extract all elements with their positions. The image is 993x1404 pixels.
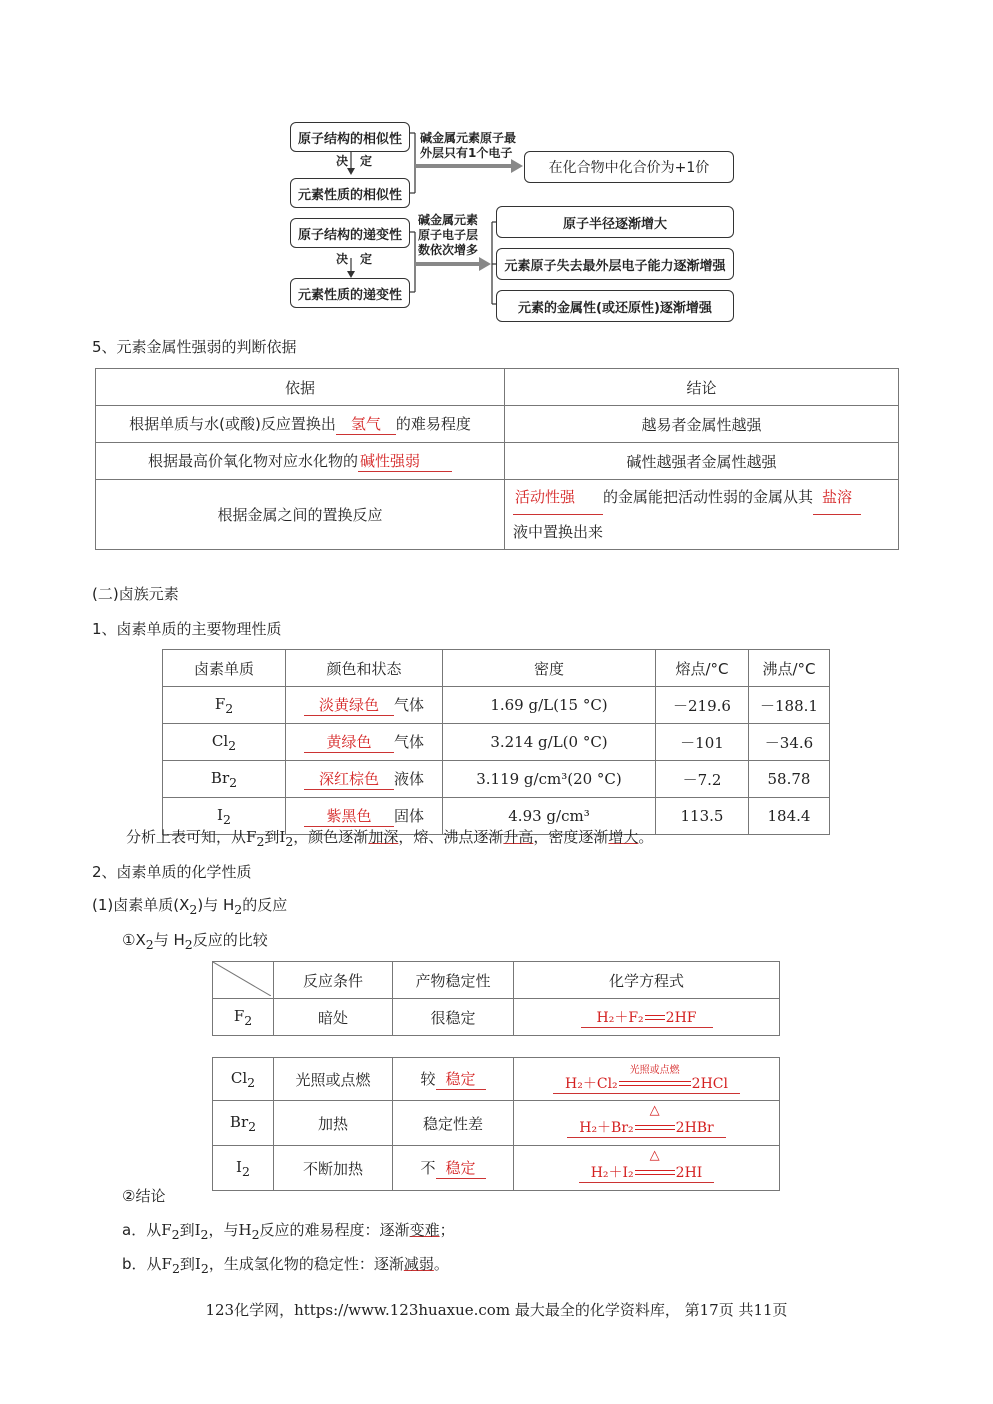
- element-cell: $F_2$: [213, 999, 274, 1036]
- conclusion-cell: 碱性越强者金属性越强: [505, 443, 899, 480]
- condition-cell: 暗处: [274, 999, 393, 1036]
- box-structure-gradual: 原子结构的递变性: [290, 218, 410, 248]
- col-element: 卤素单质: [163, 650, 286, 687]
- chem-props-heading: 2、卤素单质的化学性质: [92, 863, 252, 881]
- box-structure-similarity: 原子结构的相似性: [290, 122, 410, 152]
- density-cell: 3.214 g/L(0 °C): [443, 724, 656, 761]
- col-density: 密度: [443, 650, 656, 687]
- table-row: [213, 1058, 780, 1101]
- conclusion-a: a．从$F_2$到$I_2$，与$H_2$反应的难易程度：逐渐变难；: [122, 1221, 455, 1242]
- equation-cell: H₂＋I₂ △ 2HI: [514, 1146, 780, 1191]
- conclusion-cell: 活动性强 的金属能把活动性弱的金属从其 盐溶 液中置换出来: [505, 480, 899, 550]
- table-header-row: [96, 369, 899, 406]
- box-metallic: 元素的金属性(或还原性)逐渐增强: [496, 290, 734, 322]
- table-row: [163, 687, 830, 724]
- section5-heading: 5、元素金属性强弱的判断依据: [92, 338, 297, 356]
- conclusion-b: b．从$F_2$到$I_2$，生成氢化物的稳定性：逐渐减弱。: [122, 1255, 449, 1276]
- density-cell: 1.69 g/L(15 °C): [443, 687, 656, 724]
- color-state-cell: 深红棕色 液体: [286, 761, 443, 798]
- page-footer: 123化学网，https://www.123huaxue.com 最大最全的化学资料库， 第17页 共11页: [205, 1301, 788, 1319]
- h2-reaction-table-others: [212, 1057, 780, 1191]
- table-row: [163, 761, 830, 798]
- analysis-text: 分析上表可知，从$F_2$到$I_2$，颜色逐渐加深，熔、沸点逐渐升高，密度逐渐增大。: [126, 828, 654, 849]
- halogen-physical-table: [162, 649, 830, 835]
- decide-label-2: 决 定: [336, 252, 373, 266]
- metallic-basis-table: [95, 368, 899, 550]
- table-row: [213, 1146, 780, 1191]
- mp-cell: －101: [656, 724, 749, 761]
- alkali-label-1: 碱金属元素原子最 外层只有1个电子: [420, 131, 517, 160]
- table-row: [96, 406, 899, 443]
- col-basis: 依据: [96, 369, 505, 406]
- density-cell: 3.119 g/cm³(20 °C): [443, 761, 656, 798]
- mp-cell: 113.5: [656, 798, 749, 835]
- col-equation: 化学方程式: [514, 962, 780, 999]
- table-row: [213, 1101, 780, 1146]
- blank-answer: 氢气: [336, 413, 396, 435]
- table-header-row: [213, 962, 780, 999]
- box-radius: 原子半径逐渐增大: [496, 206, 734, 238]
- element-cell: $Br_2$: [213, 1101, 274, 1146]
- table-header-row: [163, 650, 830, 687]
- color-state-cell: 黄绿色 气体: [286, 724, 443, 761]
- compare-heading: $①X_2$与 $H_2$反应的比较: [122, 931, 268, 952]
- basis-cell: 根据金属之间的置换反应: [96, 480, 505, 550]
- table-row: [96, 443, 899, 480]
- element-cell: $I_2$: [213, 1146, 274, 1191]
- col-color-state: 颜色和状态: [286, 650, 443, 687]
- element-cell: $I_2$: [163, 798, 286, 835]
- halogen-heading: (二)卤族元素: [92, 585, 179, 603]
- condition-cell: 加热: [274, 1101, 393, 1146]
- bp-cell: －34.6: [749, 724, 830, 761]
- diagonal-header-cell: [213, 962, 274, 999]
- box-valence: 在化合物中化合价为+1价: [524, 151, 734, 183]
- conclusion-heading: ②结论: [122, 1187, 166, 1205]
- h2-reaction-heading: (1)卤素单质$(X_2)$与 $H_2$的反应: [92, 896, 288, 917]
- col-stability: 产物稳定性: [393, 962, 514, 999]
- stability-cell: 稳定性差: [393, 1101, 514, 1146]
- col-condition: 反应条件: [274, 962, 393, 999]
- table-row: [96, 480, 899, 550]
- h2-reaction-table-f: [212, 961, 780, 1036]
- element-cell: $F_2$: [163, 687, 286, 724]
- bp-cell: 58.78: [749, 761, 830, 798]
- blank-answer: 盐溶: [813, 480, 861, 515]
- density-cell: 4.93 g/cm³: [443, 798, 656, 835]
- blank-answer: 碱性强弱: [358, 450, 452, 472]
- col-conclusion: 结论: [505, 369, 899, 406]
- table-row: [163, 724, 830, 761]
- equation-cell: H₂＋Br₂ △ 2HBr: [514, 1101, 780, 1146]
- stability-cell: 很稳定: [393, 999, 514, 1036]
- physical-props-heading: 1、卤素单质的主要物理性质: [92, 620, 282, 638]
- mp-cell: －219.6: [656, 687, 749, 724]
- stability-cell: 较 稳定: [393, 1058, 514, 1101]
- col-bp: 沸点/°C: [749, 650, 830, 687]
- decide-label-1: 决 定: [336, 154, 373, 168]
- color-state-cell: 淡黄绿色 气体: [286, 687, 443, 724]
- equation-cell: H₂＋F₂ 2HF: [514, 999, 780, 1036]
- bp-cell: 184.4: [749, 798, 830, 835]
- box-property-similarity: 元素性质的相似性: [290, 178, 410, 208]
- basis-cell: 根据单质与水(或酸)反应置换出 氢气 的难易程度: [96, 406, 505, 443]
- conclusion-cell: 越易者金属性越强: [505, 406, 899, 443]
- box-property-gradual: 元素性质的递变性: [290, 278, 410, 308]
- condition-cell: 光照或点燃: [274, 1058, 393, 1101]
- box-lose-electron: 元素原子失去最外层电子能力逐渐增强: [496, 248, 734, 280]
- equation-cell: H₂＋Cl₂ 光照或点燃 2HCl: [514, 1058, 780, 1101]
- element-cell: $Cl_2$: [213, 1058, 274, 1101]
- element-cell: $Br_2$: [163, 761, 286, 798]
- mp-cell: －7.2: [656, 761, 749, 798]
- basis-cell: 根据最高价氧化物对应水化物的 碱性强弱: [96, 443, 505, 480]
- col-mp: 熔点/°C: [656, 650, 749, 687]
- stability-cell: 不 稳定: [393, 1146, 514, 1191]
- blank-answer: 活动性强: [513, 480, 603, 515]
- color-state-cell: 紫黑色 固体: [286, 798, 443, 835]
- bp-cell: －188.1: [749, 687, 830, 724]
- condition-cell: 不断加热: [274, 1146, 393, 1191]
- alkali-label-2: 碱金属元素 原子电子层 数依次增多: [418, 213, 479, 257]
- element-cell: $Cl_2$: [163, 724, 286, 761]
- table-row: [213, 999, 780, 1036]
